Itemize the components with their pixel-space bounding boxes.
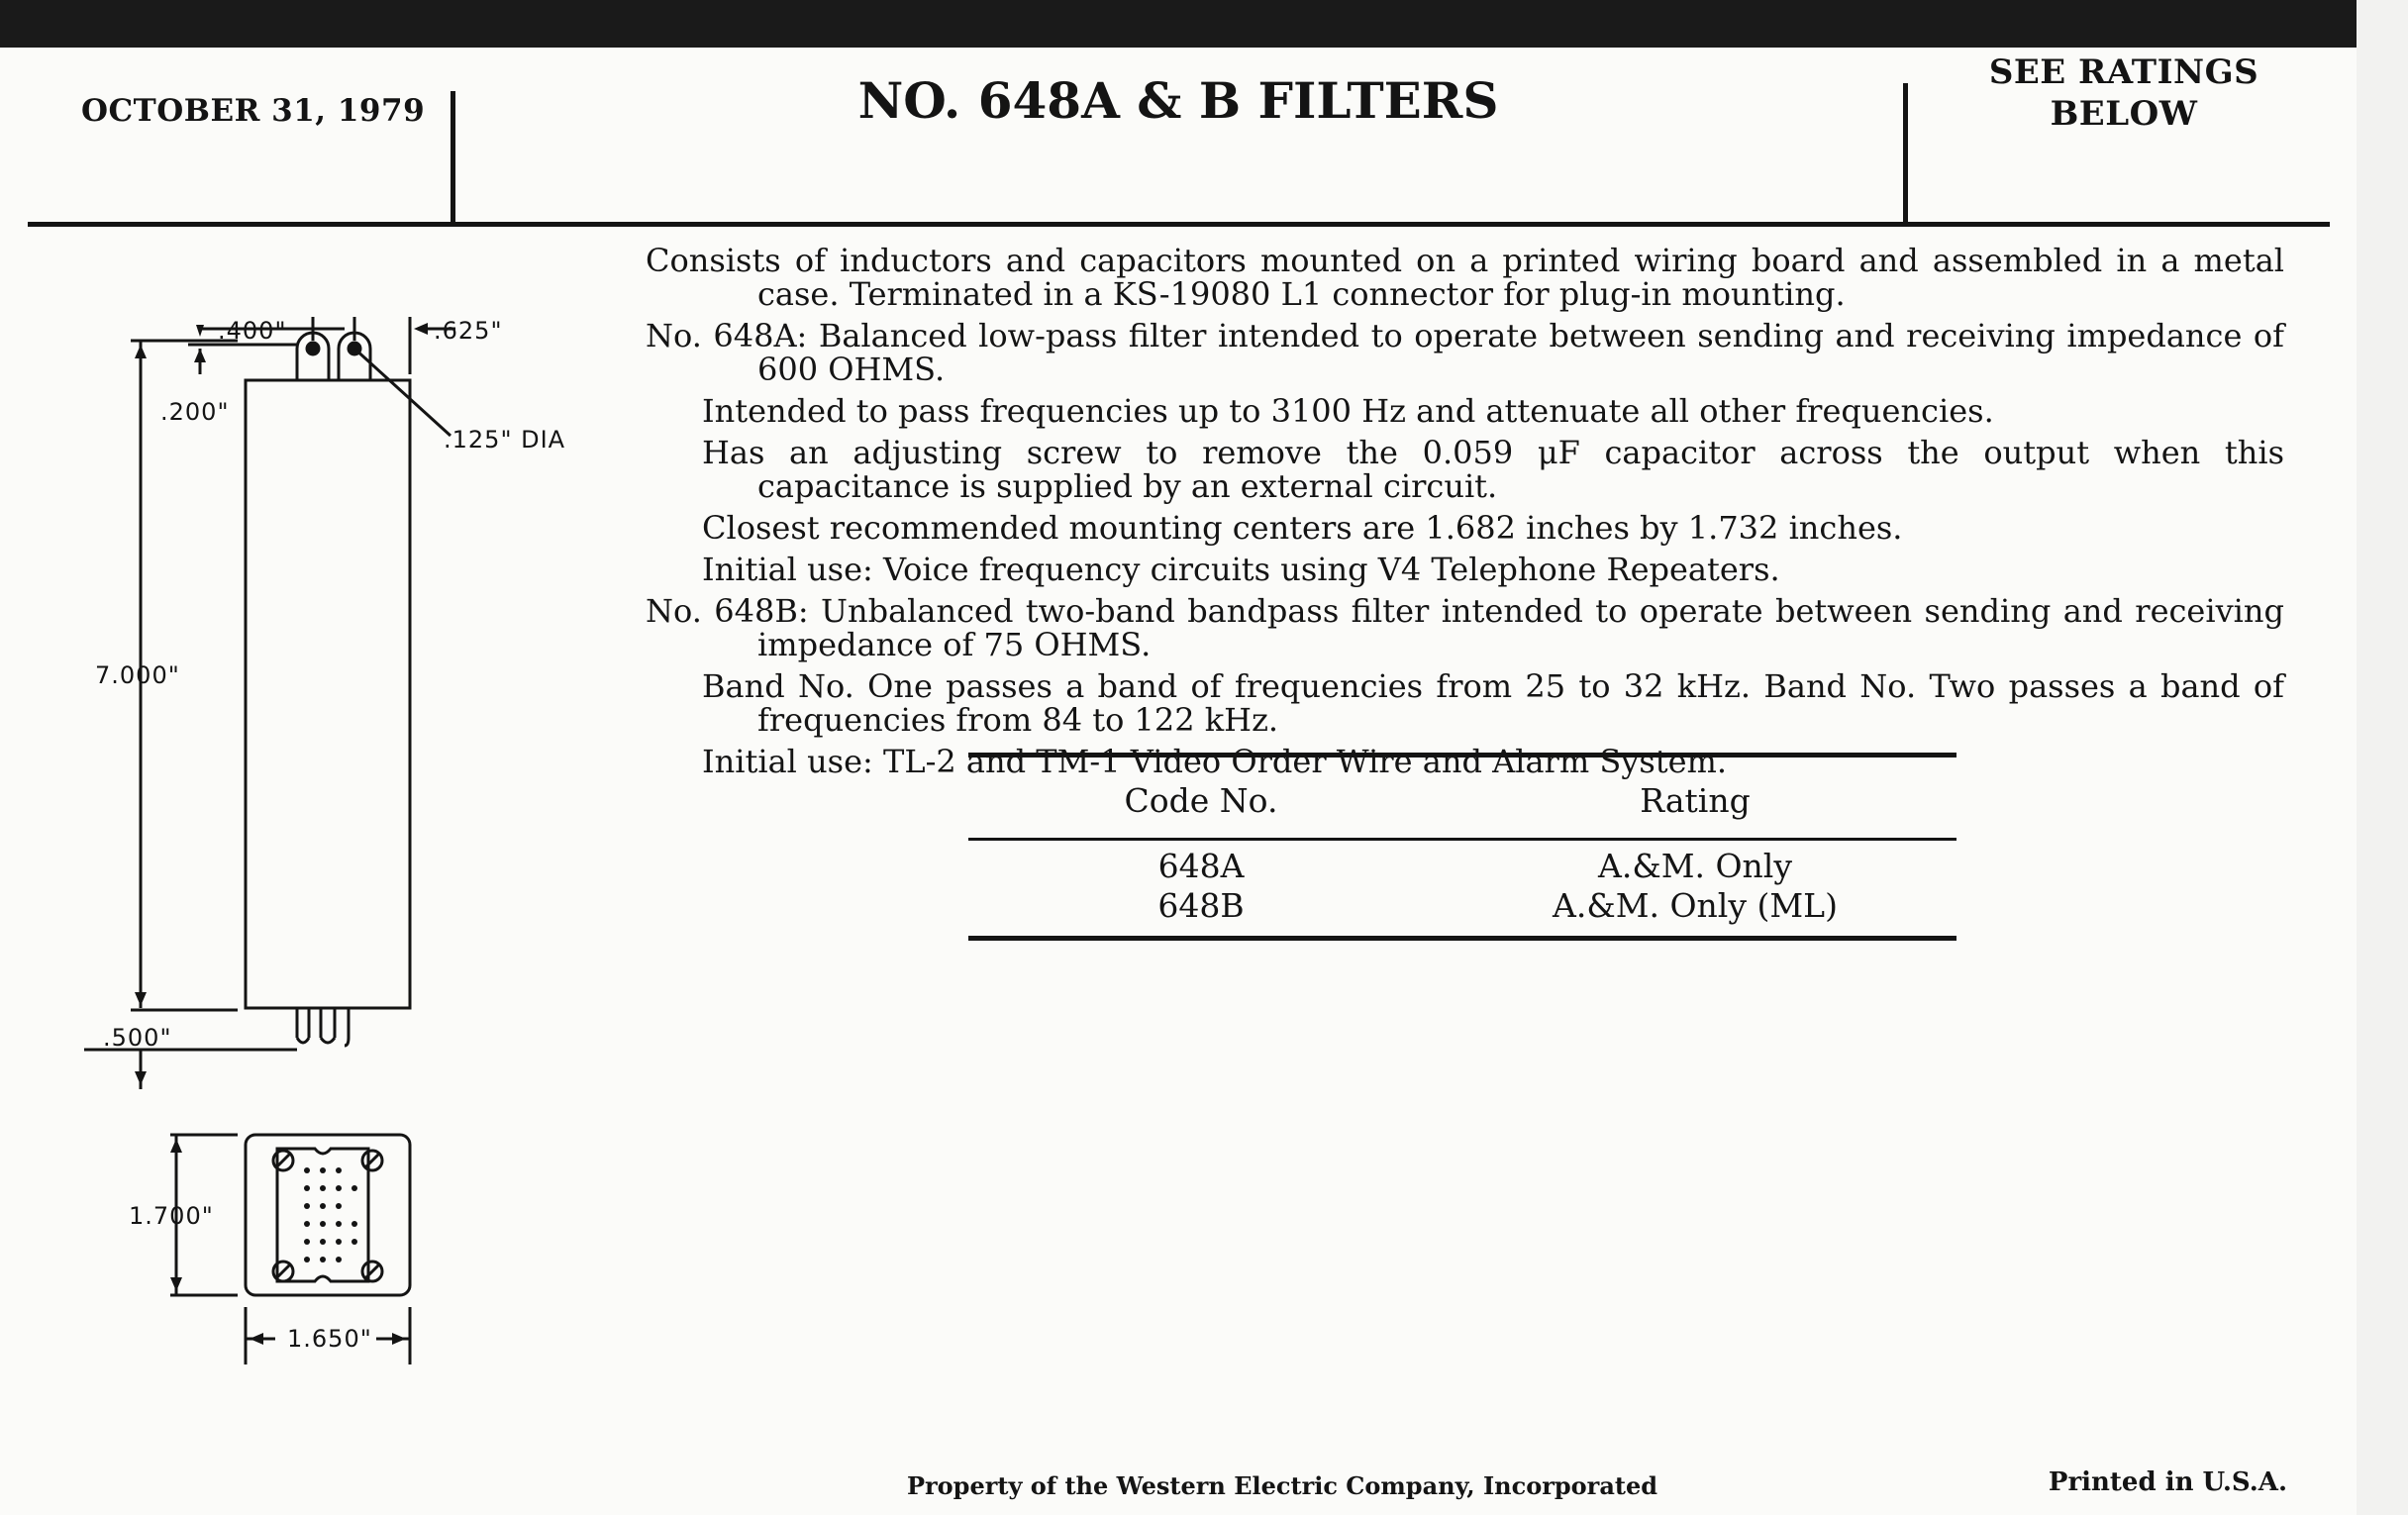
case-body-outline xyxy=(246,380,410,1008)
terminal-hole-left xyxy=(307,343,319,354)
ratings-table xyxy=(968,753,1956,941)
description-paragraph: Intended to pass frequencies up to 3100 Hz and attenuate all other frequencies. xyxy=(702,392,1994,430)
description-paragraph: Consists of inductors and capacitors mounted on a printed wiring board and assembled in a metal case. Terminated in a KS-19080 L1 connector for plug-in mounting. xyxy=(646,242,2284,313)
table-row xyxy=(968,847,1956,886)
footer-printed: Printed in U.S.A. xyxy=(2048,1467,2287,1497)
rating-cell: A.&M. Only xyxy=(1598,847,1792,885)
description-paragraph: Initial use: TL-2 and TM-1 Video Order Wire and Alarm System. xyxy=(702,743,1728,780)
description-text xyxy=(646,244,2284,786)
dim-label-625: .625" xyxy=(434,317,503,345)
col-header-code: Code No. xyxy=(1124,781,1278,820)
connector-pin-grid xyxy=(304,1167,357,1262)
sheet-edge xyxy=(2357,0,2408,1515)
description-paragraph: Band No. One passes a band of frequencies from 25 to 32 kHz. Band No. Two passes a band of frequencies from 84 to 122 kHz. xyxy=(702,667,2284,739)
dim-label-200: .200" xyxy=(160,398,230,426)
dim-label-1650: 1.650" xyxy=(287,1325,372,1353)
description-paragraph: No. 648A: Balanced low-pass filter intended to operate between sending and receiving impedance of 600 OHMS. xyxy=(646,317,2284,388)
filter-dimension-drawing xyxy=(59,287,614,1386)
col-header-rating: Rating xyxy=(1640,781,1751,820)
header-divider-right xyxy=(1903,83,1908,222)
case-pins xyxy=(297,1008,349,1046)
dim-label-500: .500" xyxy=(103,1024,172,1052)
dim-label-125-dia: .125" DIA xyxy=(444,426,566,454)
dim-label-7000: 7.000" xyxy=(95,661,180,689)
description-paragraph: Has an adjusting screw to remove the 0.059 μF capacitor across the output when this capacitance is supplied by an external circuit. xyxy=(702,434,2284,505)
table-row xyxy=(968,886,1956,926)
dia-leader xyxy=(354,349,451,436)
ratings-note-line2: BELOW xyxy=(2050,94,2198,134)
code-cell: 648B xyxy=(1157,886,1245,925)
page-title: NO. 648A & B FILTERS xyxy=(857,71,1499,130)
ratings-note xyxy=(1916,51,2332,135)
ratings-note-line1: SEE RATINGS xyxy=(1988,52,2259,92)
dim-label-1700: 1.700" xyxy=(129,1202,214,1230)
dim-label-400: .400" xyxy=(218,317,287,345)
ratings-table-header xyxy=(968,753,1956,841)
issue-date: OCTOBER 31, 1979 xyxy=(81,93,426,129)
header-rule xyxy=(28,222,2330,227)
description-paragraph: Closest recommended mounting centers are 1.682 inches by 1.732 inches. xyxy=(702,509,1903,547)
rating-cell: A.&M. Only (ML) xyxy=(1553,886,1838,925)
ratings-table-body xyxy=(968,841,1956,941)
description-paragraph: Initial use: Voice frequency circuits using V4 Telephone Repeaters. xyxy=(702,551,1780,588)
footer-property: Property of the Western Electric Company, Incorporated xyxy=(906,1471,1658,1500)
description-paragraph: No. 648B: Unbalanced two-band bandpass filter intended to operate between sending and receiving impedance of 75 OHMS. xyxy=(646,592,2284,663)
connector-bottom-view xyxy=(246,1135,410,1295)
code-cell: 648A xyxy=(1157,847,1245,885)
